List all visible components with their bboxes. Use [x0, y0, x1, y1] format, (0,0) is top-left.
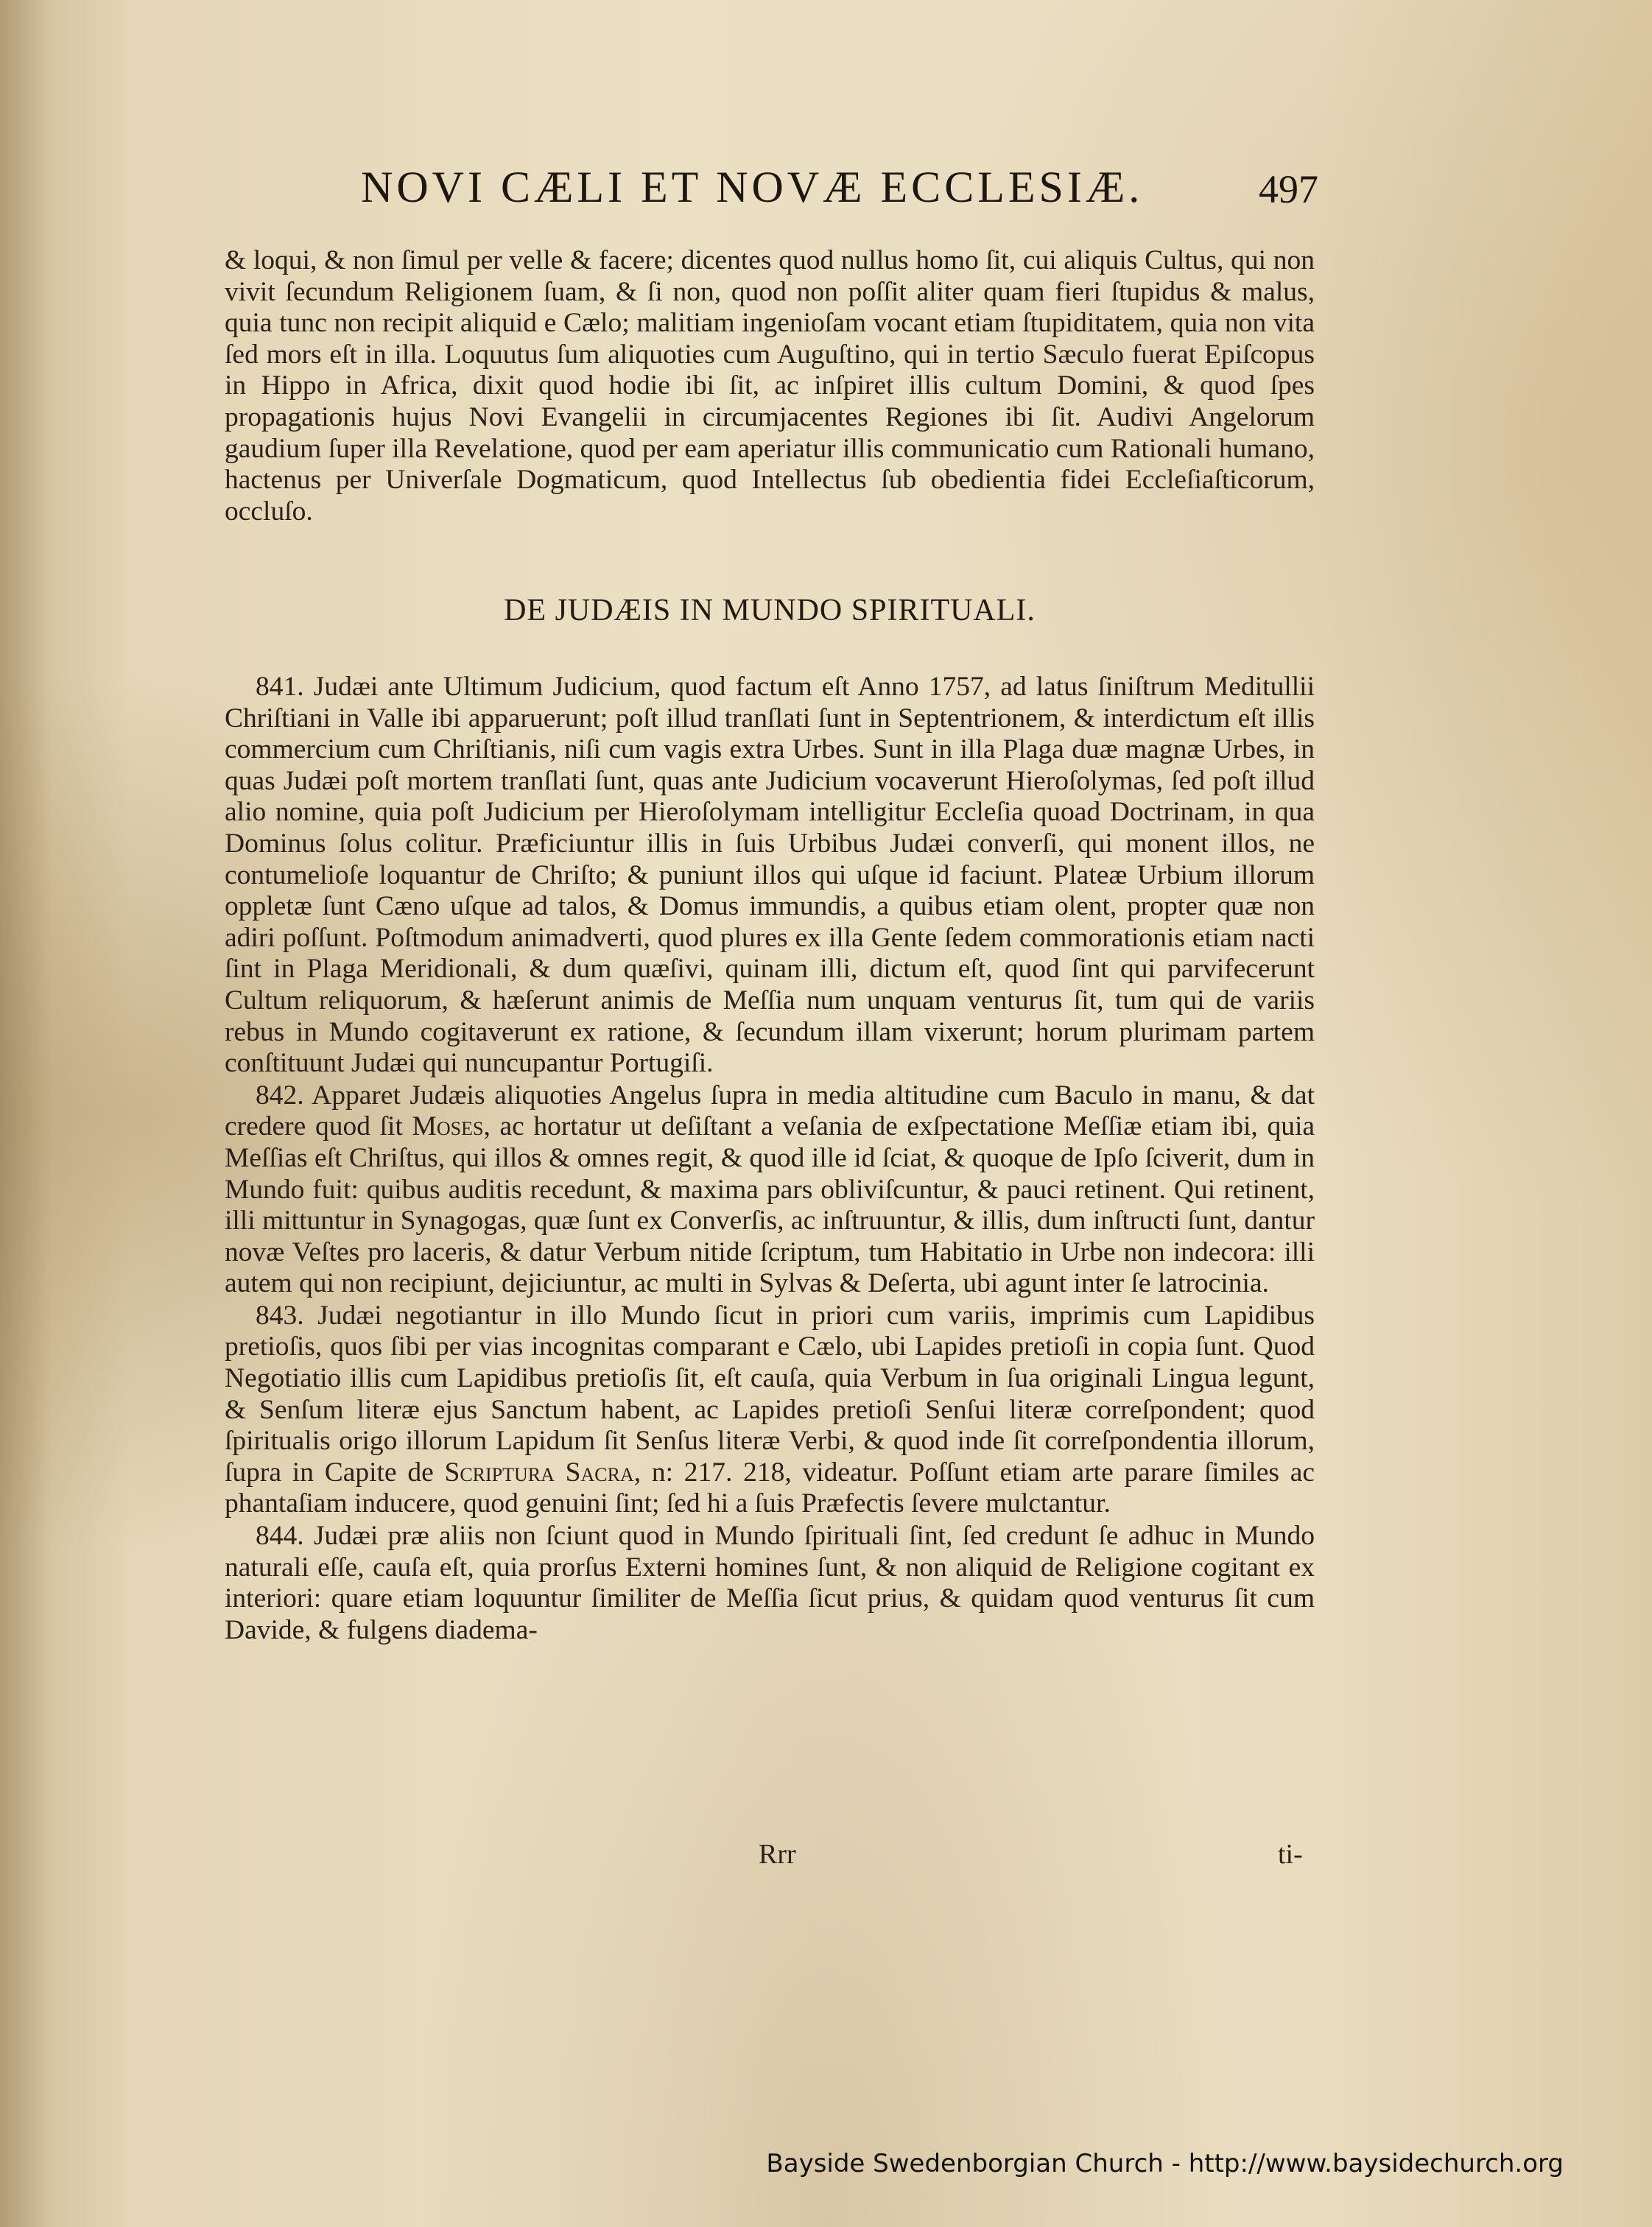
continuation-text-block [225, 245, 1315, 527]
paragraph-843-part-1: 843. Judæi negotiantur in illo Mundo ſicut in priori cum variis, imprimis cum Lapidibus pretioſis, quos ſibi per vias incognitas comparant e Cælo, ubi Lapides pretioſi in copia ſunt. Quod Negotiatio illis cum Lapidibus pretioſis ſit, eſt cauſa, quia Verbum in ſua originali Lingua legunt, & Senſum literæ ejus Sanctum habent, ac Lapides pretioſi Senſui literæ correſpondent; quod ſpiritualis origo illorum Lapidum ſit Senſus literæ Verbi, & quod inde ſit correſpondentia illorum, ſupra in Capite de [225, 1300, 1315, 1488]
running-title: NOVI CÆLI ET NOVÆ ECCLESIÆ. [361, 163, 1144, 211]
paragraph-843 [225, 1301, 1315, 1520]
section-heading: DE JUDÆIS IN MUNDO SPIRITUALI. [504, 594, 1036, 627]
paragraph-843-smallcaps: Scriptura Sacra [444, 1457, 634, 1488]
paragraph-841: 841. Judæi ante Ultimum Judicium, quod factum eſt Anno 1757, ad latus ſiniſtrum Meditullii Chriſtiani in Valle ibi apparuerunt; poſt illud tranſlati ſunt in Septentrionem, & interdictum eſt illis commercium cum Chriſtianis, niſi cum vagis extra Urbes. Sunt in illa Plaga duæ magnæ Urbes, in quas Judæi poſt mortem tranſlati ſunt, quas ante Judicium vocaverunt Hieroſolymas, ſed poſt illud alio nomine, quia poſt Judicium per Hieroſolymam intelligitur Eccleſia quoad Doctrinam, in qua Dominus ſolus colitur. Præficiuntur illis in ſuis Urbibus Judæi converſi, qui monent illos, ne contumelioſe loquantur de Chriſto; & puniunt illos qui uſque id faciunt. Plateæ Urbium illorum oppletæ ſunt Cæno uſque ad talos, & Domus immundis, a quibus etiam olent, propter quæ non adiri poſſunt. Poſtmodum animadverti, quod plures ex illa Gente ſedem commorationis etiam nacti ſint in Plaga Meridionali, & dum quæſivi, quinam illi, dictum eſt, quod ſint qui parvifecerunt Cultum reliquorum, & hæſerunt animis de Meſſia num unquam venturus ſit, tum qui de variis rebus in Mundo cogitaverunt ex ratione, & ſecundum illam vixerunt; horum plurimam partem conſtituunt Judæi qui nuncupantur Portugiſi. [225, 672, 1315, 1079]
page-edge-shadow [0, 0, 52, 2227]
paragraph-843-part-2: , n: 217. 218, videatur. Poſſunt etiam arte parare ſimiles ac phantaſiam inducere, quod genuini ſint; ſed hi a ſuis Præfectis ſevere mulctantur. [225, 1457, 1315, 1519]
paragraph-844: 844. Judæi præ aliis non ſciunt quod in Mundo ſpirituali ſint, ſed credunt ſe adhuc in Mundo naturali eſſe, cauſa eſt, quia prorſus Externi homines ſunt, & non aliquid de Religione cogitant ex interiori: quare etiam loquuntur ſimiliter de Meſſia ſicut prius, & quidam quod venturus ſit cum Davide, & fulgens diadema- [225, 1521, 1315, 1645]
paragraph-842 [225, 1080, 1315, 1300]
continuation-paragraph: & loqui, & non ſimul per velle & facere; dicentes quod nullus homo ſit, cui aliquis Cultus, qui non vivit ſecundum Religionem ſuam, & ſi non, quod non poſſit aliter quam fieri ſtupidus & malus, quia tunc non recipit aliquid e Cælo; malitiam ingenioſam vocant etiam ſtupiditatem, quia non vita ſed mors eſt in illa. Loquutus ſum aliquoties cum Auguſtino, qui in tertio Sæculo fuerat Epiſcopus in Hippo in Africa, dixit quod hodie ibi ſit, ac inſpiret illis cultum Domini, & quod ſpes propagationis hujus Novi Evangelii in circumjacentes Regiones ibi ſit. Audivi Angelorum gaudium ſuper illa Revelatione, quod per eam aperiatur illis communicatio cum Rationali humano, hactenus per Univerſale Dogmaticum, quod Intellectus ſub obedientia fidei Eccleſiaſticorum, occluſo. [225, 245, 1315, 527]
paragraph-842-part-1: 842. Apparet Judæis aliquoties Angelus ſupra in media altitudine cum Baculo in manu, & dat credere quod ſit [225, 1080, 1315, 1142]
numbered-paragraphs [225, 672, 1315, 1646]
paragraph-842-smallcaps: Moses [412, 1111, 484, 1142]
paragraph-842-part-2: , ac hortatur ut deſiſtant a veſania de exſpectatione Meſſiæ etiam ibi, quia Meſſias eſt Chriſtus, qui illos & omnes regit, & quod ille id ſciat, & quoque de Ipſo ſciverit, dum in Mundo fuit: quibus auditis recedunt, & maxima pars obliviſcuntur, & pauci retinent. Qui retinent, illi mittuntur in Synagogas, quæ ſunt ex Converſis, ac inſtruuntur, & illis, dum inſtructi ſunt, dantur novæ Veſtes pro laceris, & datur Verbum nitide ſcriptum, tum Habitatio in Urbe non indecora: illi autem qui non recipiunt, dejiciuntur, ac multi in Sylvas & Deſerta, ubi agunt inter ſe latrocinia. [225, 1111, 1315, 1299]
running-head [361, 162, 1333, 221]
page-number: 497 [1259, 167, 1318, 211]
signature-mark: Rrr [759, 1839, 796, 1870]
watermark-text: Bayside Swedenborgian Church - http://www.baysidechurch.org [766, 2149, 1564, 2178]
catchword: ti- [1278, 1839, 1303, 1870]
